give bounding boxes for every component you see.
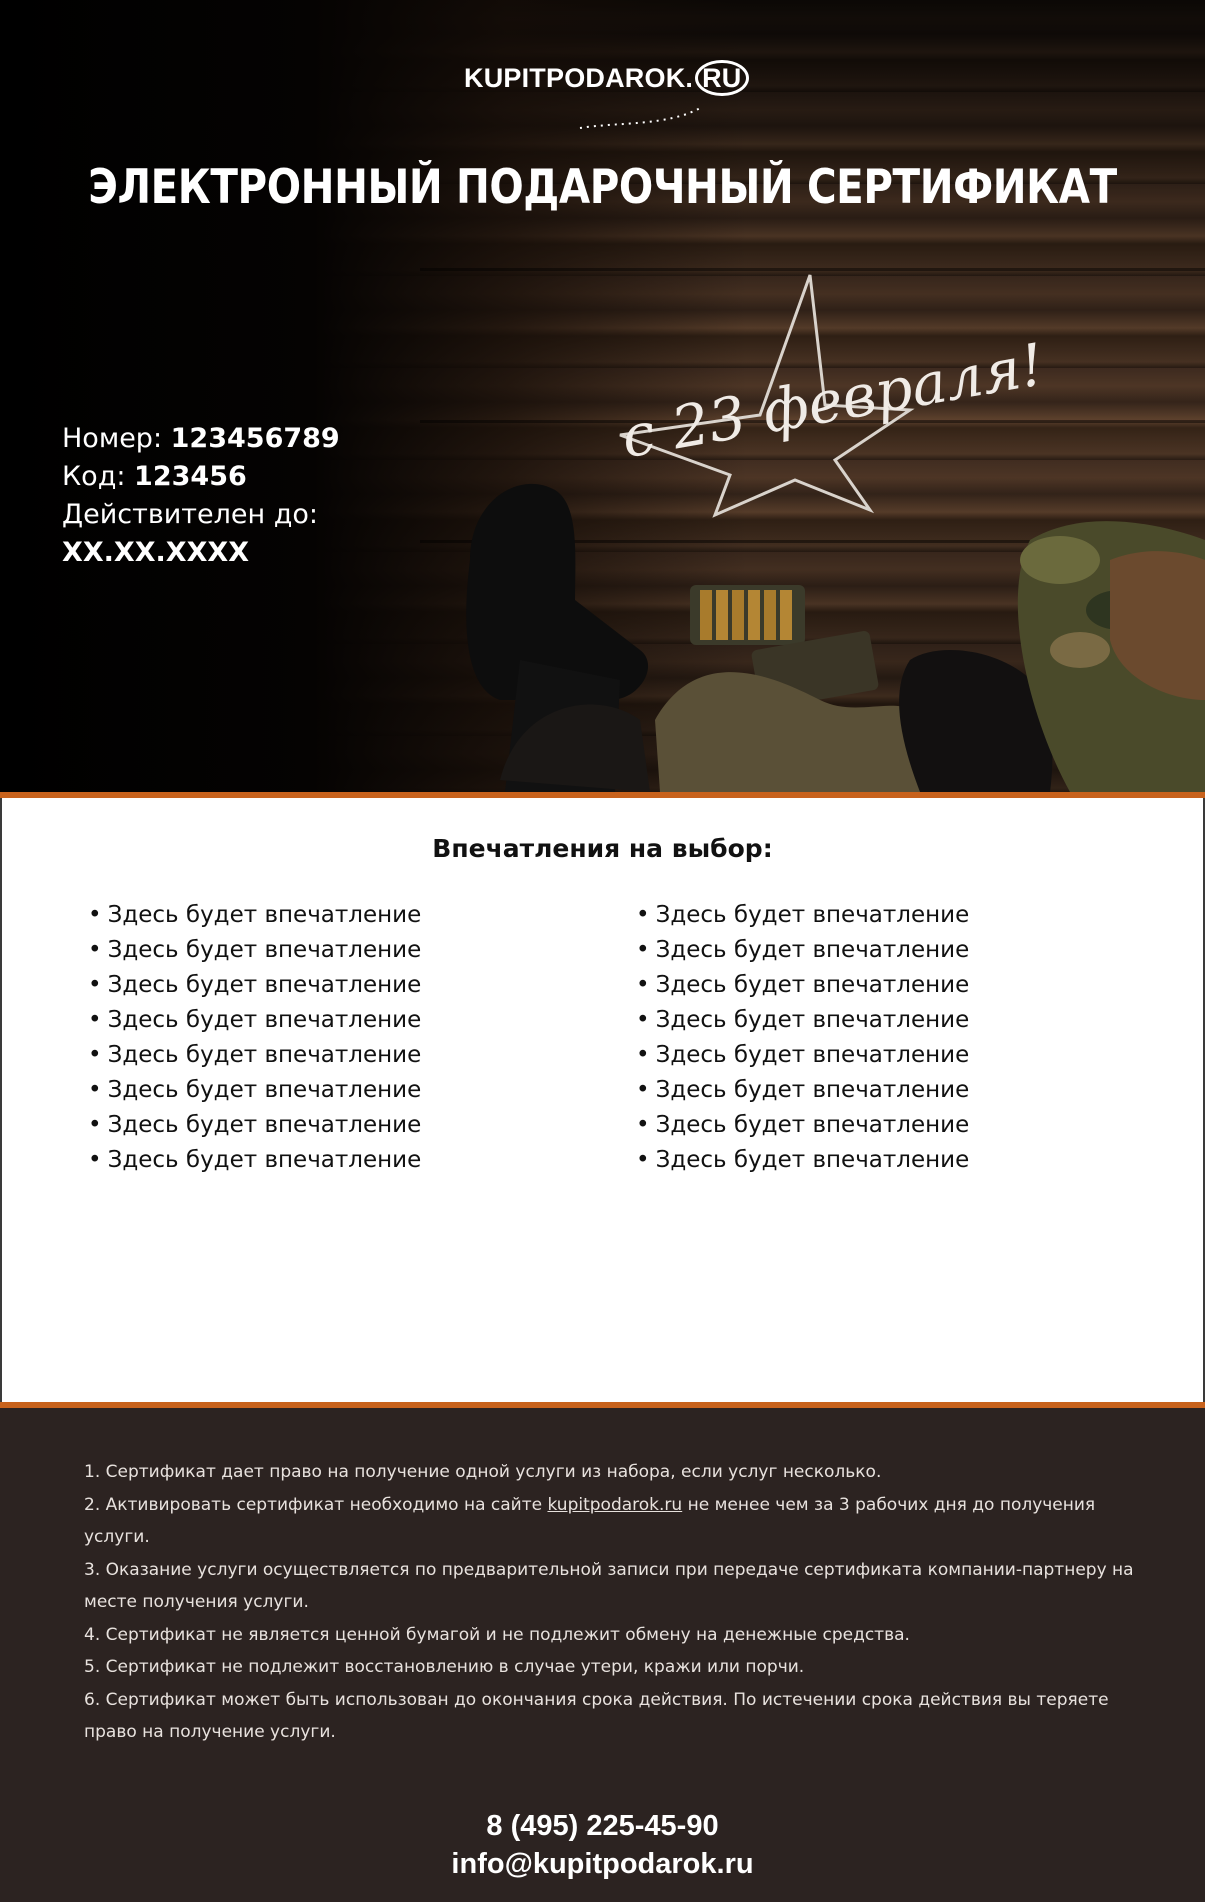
impression-text: Здесь будет впечатление [655,902,970,928]
bullet-icon: • [636,1007,650,1033]
impressions-list-left [88,898,421,1178]
bullet-icon: • [88,1112,102,1138]
kupitpodarok-logo [464,60,749,96]
impression-text: Здесь будет впечатление [655,1007,970,1033]
impression-text: Здесь будет впечатление [107,1112,422,1138]
bullet-icon: • [636,1112,650,1138]
certificate-number [62,420,340,458]
contact-email: info@kupitpodarok.ru [451,1848,754,1880]
impression-text: Здесь будет впечатление [655,1077,970,1103]
impressions-panel [0,798,1205,1402]
list-item [88,1143,421,1178]
list-item [636,933,969,968]
list-item [88,968,421,1003]
impression-text: Здесь будет впечатление [655,1042,970,1068]
impression-text: Здесь будет впечатление [107,937,422,963]
term-text: 2. Активировать сертификат необходимо на сайте [84,1494,548,1515]
term-item: 6. Сертификат может быть использован до окончания срока действия. По истечении срока действия вы теряете право на получение услуги. [84,1689,1109,1742]
certificate-code [62,458,340,496]
term-item: 1. Сертификат дает право на получение одной услуги из набора, если услуг несколько. [84,1462,882,1482]
certificate-title: ЭЛЕКТРОННЫЙ ПОДАРОЧНЫЙ СЕРТИФИКАТ [88,160,1117,215]
bullet-icon: • [88,1077,102,1103]
strap-shape [655,672,930,792]
valid-label: Действителен до: [62,499,319,530]
list-item [88,1038,421,1073]
bullet-icon: • [636,902,650,928]
impression-text: Здесь будет впечатление [107,1042,422,1068]
impressions-title: Впечатления на выбор: [432,834,773,863]
list-item [636,1073,969,1108]
certificate-hero [0,0,1205,792]
bullet-icon: • [88,937,102,963]
list-item [88,933,421,968]
terms-list [84,1456,1164,1749]
number-label: Номер: [62,423,163,454]
bullet-icon: • [88,1007,102,1033]
list-item [88,1073,421,1108]
impression-text: Здесь будет впечатление [107,972,422,998]
bullet-icon: • [636,1147,650,1173]
impression-text: Здесь будет впечатление [655,937,970,963]
impression-text: Здесь будет впечатление [107,1147,422,1173]
term-item [84,1489,1164,1554]
list-item [636,1143,969,1178]
logo-text: KUPITPODAROK. [464,63,694,93]
contact-phone: 8 (495) 225-45-90 [486,1810,719,1842]
bullet-icon: • [88,972,102,998]
logo-ru-badge: RU [695,60,748,96]
list-item [636,1003,969,1038]
impression-text: Здесь будет впечатление [107,902,422,928]
list-item [636,968,969,1003]
impressions-list-right [636,898,969,1178]
impression-text: Здесь будет впечатление [655,972,970,998]
terms-footer [0,1408,1205,1902]
bullet-icon: • [88,1042,102,1068]
impression-text: Здесь будет впечатление [655,1112,970,1138]
code-value: 123456 [134,461,247,492]
term-item: 3. Оказание услуги осуществляется по предварительной записи при передаче сертификата компании-партнеру на месте получения услуги. [84,1559,1134,1612]
term-item: 5. Сертификат не подлежит восстановлению в случае утери, кражи или порчи. [84,1657,805,1677]
valid-value: XX.XX.XXXX [62,537,250,568]
bullet-icon: • [88,902,102,928]
bullet-icon: • [636,937,650,963]
bullet-icon: • [636,972,650,998]
kupitpodarok-site-link[interactable]: kupitpodarok.ru [547,1494,683,1515]
term-text: не менее чем за 3 рабочих дня до получения услуги. [84,1494,1096,1547]
greeting-text: с 23 февраля! [616,330,1049,472]
logo-dotted-trail-icon [578,98,728,138]
certificate-details [62,420,340,572]
list-item [636,898,969,933]
code-label: Код: [62,461,126,492]
bullet-icon: • [636,1077,650,1103]
list-item [88,1108,421,1143]
list-item [636,1038,969,1073]
term-item: 4. Сертификат не является ценной бумагой и не подлежит обмену на денежные средства. [84,1624,910,1645]
camo-patch-shape [1020,536,1100,584]
number-value: 123456789 [170,423,340,454]
list-item [636,1108,969,1143]
list-item [88,898,421,933]
star-greeting-illustration [580,260,1049,520]
list-item [88,1003,421,1038]
bullet-icon: • [88,1147,102,1173]
bullet-icon: • [636,1042,650,1068]
impression-text: Здесь будет впечатление [107,1007,422,1033]
camo-patch-shape [1050,632,1110,668]
impression-text: Здесь будет впечатление [107,1077,422,1103]
impression-text: Здесь будет впечатление [655,1147,970,1173]
